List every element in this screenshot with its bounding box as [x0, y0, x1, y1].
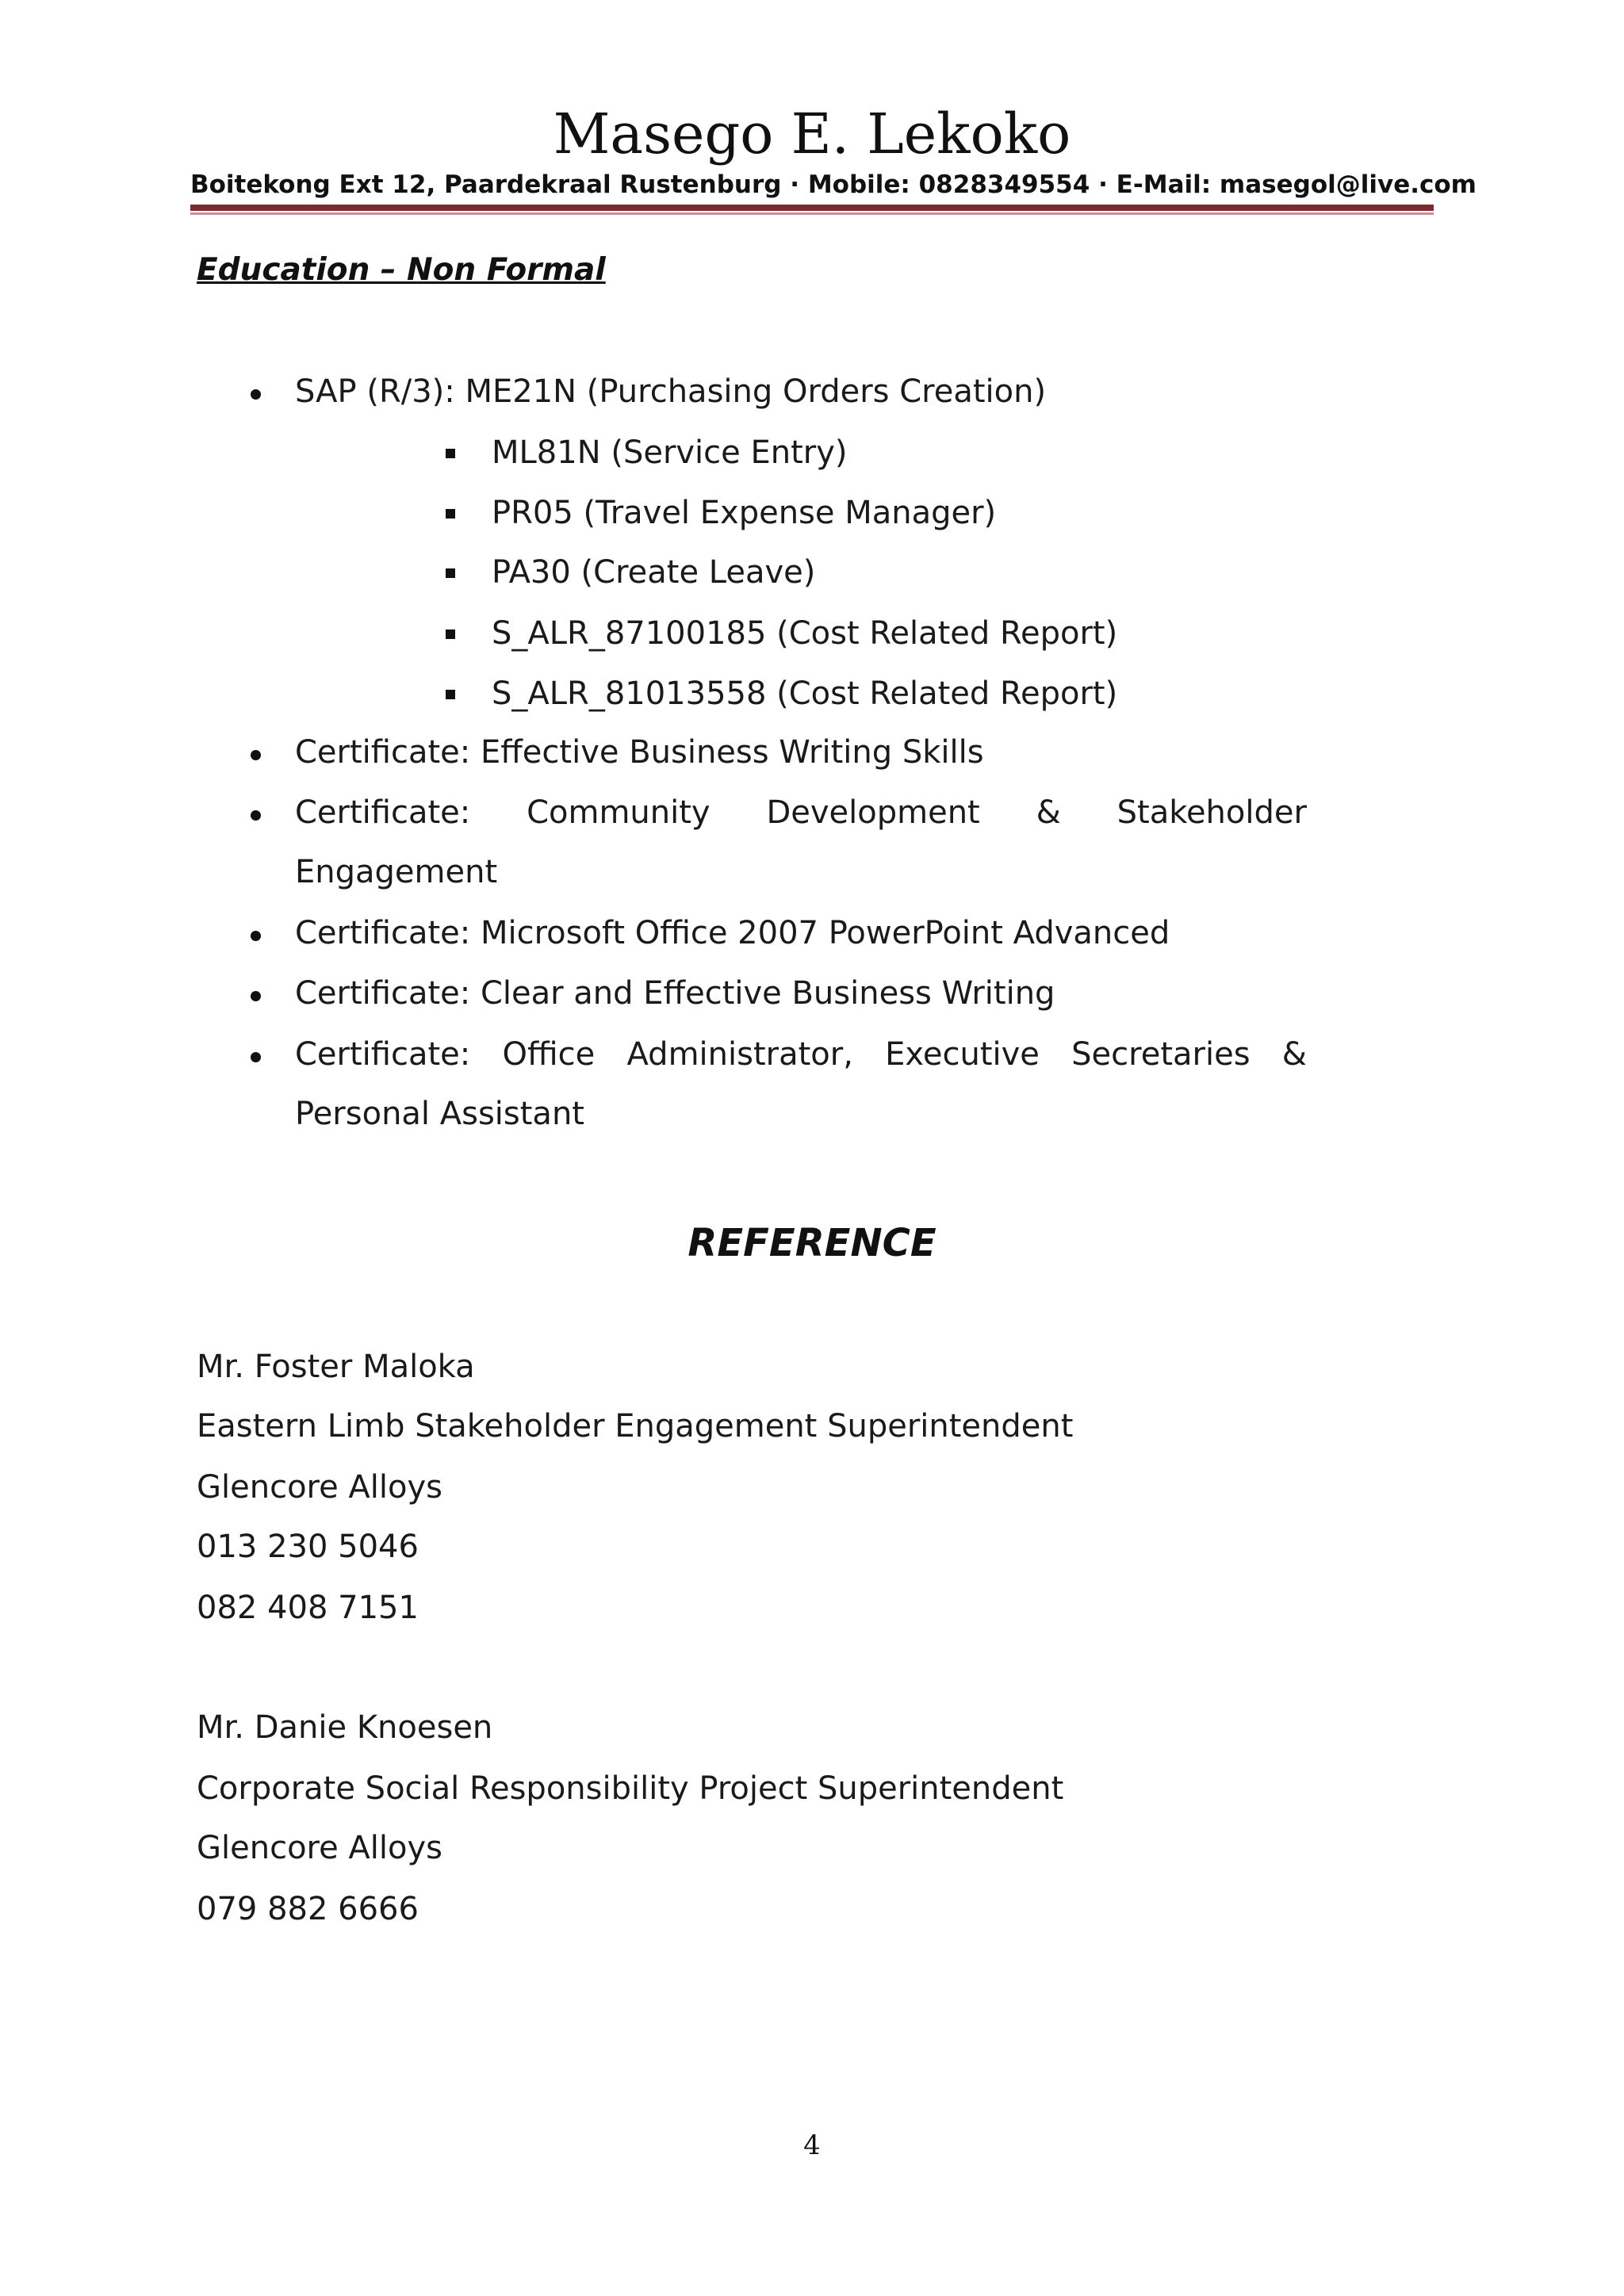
word: Certificate:	[295, 794, 471, 831]
square-bullet-icon	[446, 568, 455, 578]
square-bullet-icon	[446, 509, 455, 519]
header-divider-thick	[190, 205, 1434, 211]
education-item-sap: SAP (R/3): ME21N (Purchasing Orders Creation)	[295, 373, 1047, 410]
reference-name: Mr. Danie Knoesen	[197, 1709, 493, 1746]
education-item-continuation: Personal Assistant	[295, 1096, 584, 1132]
reference-company: Glencore Alloys	[197, 1469, 442, 1506]
education-item: Certificate: Microsoft Office 2007 PowerPoint Advanced	[295, 915, 1170, 951]
sap-subitem: S_ALR_81013558 (Cost Related Report)	[492, 675, 1118, 712]
reference-heading: REFERENCE	[688, 1221, 936, 1265]
word: Administrator,	[626, 1036, 853, 1073]
square-bullet-icon	[446, 449, 455, 458]
word: Development	[766, 794, 980, 831]
education-item: Certificate: Effective Business Writing Skills	[295, 734, 984, 771]
education-heading: Education – Non Formal	[197, 252, 606, 288]
education-item: Certificate: Clear and Effective Business Writing	[295, 975, 1055, 1012]
word: &	[1036, 794, 1061, 831]
reference-position: Eastern Limb Stakeholder Engagement Superintendent	[197, 1408, 1074, 1445]
word: Office	[502, 1036, 596, 1073]
reference-name: Mr. Foster Maloka	[197, 1349, 475, 1385]
page-number: 4	[803, 2130, 821, 2161]
square-bullet-icon	[446, 690, 455, 699]
word: Executive	[885, 1036, 1040, 1073]
reference-phone: 082 408 7151	[197, 1590, 419, 1626]
square-bullet-icon	[446, 629, 455, 639]
word: Certificate:	[295, 1036, 471, 1073]
bullet-icon	[251, 389, 261, 400]
word: Secretaries	[1071, 1036, 1251, 1073]
bullet-icon	[251, 810, 261, 821]
reference-phone: 013 230 5046	[197, 1529, 419, 1565]
candidate-name: Masego E. Lekoko	[553, 101, 1071, 166]
word: &	[1281, 1036, 1307, 1073]
education-item-line	[295, 791, 1307, 834]
reference-position: Corporate Social Responsibility Project Superintendent	[197, 1770, 1064, 1807]
sap-subitem: PR05 (Travel Expense Manager)	[492, 495, 997, 531]
reference-phone: 079 882 6666	[197, 1891, 419, 1927]
education-item-line	[295, 1033, 1307, 1076]
education-item-continuation: Engagement	[295, 854, 498, 890]
contact-details: Boitekong Ext 12, Paardekraal Rustenburg · Mobile: 0828349554 · E-Mail: masegol@live.com	[190, 170, 1477, 199]
sap-subitem: S_ALR_87100185 (Cost Related Report)	[492, 615, 1118, 652]
reference-company: Glencore Alloys	[197, 1830, 442, 1866]
bullet-icon	[251, 991, 261, 1001]
sap-subitem: PA30 (Create Leave)	[492, 554, 816, 591]
bullet-icon	[251, 1052, 261, 1062]
word: Community	[527, 794, 710, 831]
bullet-icon	[251, 931, 261, 941]
bullet-icon	[251, 750, 261, 760]
header-divider-thin	[190, 212, 1434, 215]
sap-subitem: ML81N (Service Entry)	[492, 434, 848, 471]
word: Stakeholder	[1116, 794, 1307, 831]
